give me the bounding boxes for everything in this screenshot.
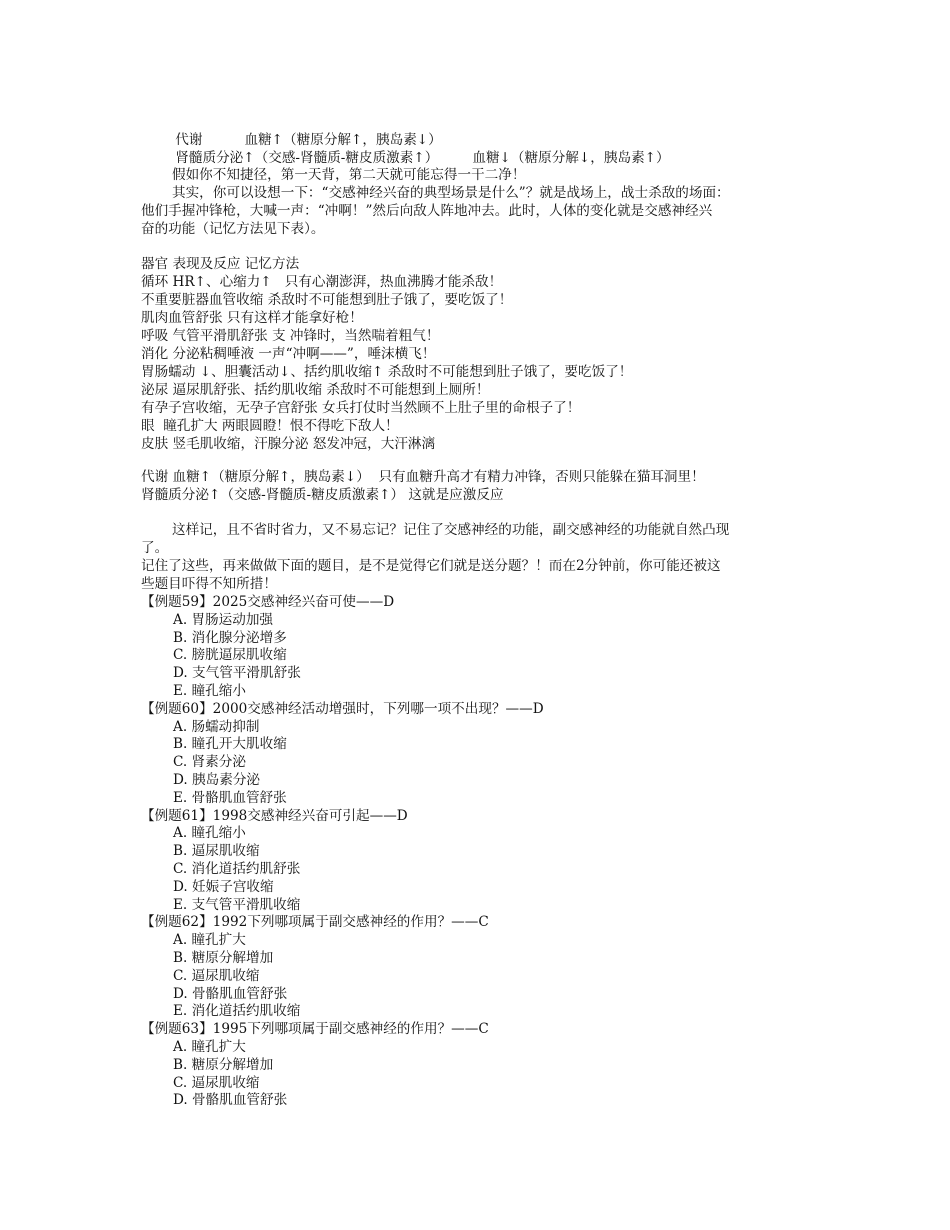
table-row: 有孕子宫收缩，无孕子宫舒张 女兵打仗时当然顾不上肚子里的命根子了！ bbox=[141, 400, 581, 416]
question-option: A. 瞳孔扩大 bbox=[173, 932, 246, 948]
table-row: 肌肉血管舒张 只有这样才能拿好枪！ bbox=[141, 310, 363, 326]
top-row-1-label: 代谢 bbox=[175, 132, 203, 148]
question-option: B. 糖原分解增加 bbox=[173, 1057, 274, 1073]
question-title: 【例题61】1998交感神经兴奋可引起——D bbox=[141, 808, 408, 824]
question-option: E. 消化道括约肌收缩 bbox=[173, 1003, 301, 1019]
question-option: A. 胃肠运动加强 bbox=[173, 612, 274, 628]
summary-line-1: 这样记，且不省时省力，又不易忘记？记住了交感神经的功能，副交感神经的功能就自然凸现 bbox=[172, 522, 730, 538]
summary-line-2: 了。 bbox=[141, 540, 169, 556]
question-option: B. 逼尿肌收缩 bbox=[173, 843, 260, 859]
top-row-2-value: 血糖↓（糖原分解↓，胰岛素↑） bbox=[472, 150, 670, 166]
question-option: E. 骨骼肌血管舒张 bbox=[173, 790, 287, 806]
question-title: 【例题60】2000交感神经活动增强时，下列哪一项不出现？——D bbox=[141, 701, 544, 717]
question-title: 【例题62】1992下列哪项属于副交感神经的作用？——C bbox=[141, 914, 489, 930]
question-option: C. 逼尿肌收缩 bbox=[173, 968, 260, 984]
question-option: D. 妊娠子宫收缩 bbox=[173, 879, 274, 895]
intro-paragraph-2-line-3: 奋的功能（记忆方法见下表）。 bbox=[141, 221, 325, 237]
question-option: D. 胰岛素分泌 bbox=[173, 772, 261, 788]
question-option: D. 支气管平滑肌舒张 bbox=[173, 665, 301, 681]
summary-line-4: 些题目吓得不知所措！ bbox=[141, 576, 277, 592]
question-option: E. 瞳孔缩小 bbox=[173, 683, 246, 699]
question-option: B. 消化腺分泌增多 bbox=[173, 630, 287, 646]
question-option: A. 肠蠕动抑制 bbox=[173, 719, 260, 735]
table-metab-row-1: 代谢 血糖↑（糖原分解↑，胰岛素↓） 只有血糖升高才有精力冲锋，否则只能躲在猫耳洞里！ bbox=[141, 469, 705, 485]
question-option: A. 瞳孔扩大 bbox=[173, 1039, 246, 1055]
table-row: 眼 瞳孔扩大 两眼圆瞪！恨不得吃下敌人！ bbox=[141, 418, 399, 434]
question-title: 【例题63】1995下列哪项属于副交感神经的作用？——C bbox=[141, 1021, 489, 1037]
table-row: 呼吸 气管平滑肌舒张 支 冲锋时，当然喘着粗气！ bbox=[141, 328, 440, 344]
intro-paragraph-2-line-2: 他们手握冲锋枪，大喊一声：“冲啊！”然后向敌人阵地冲去。此时，人体的变化就是交感神经兴 bbox=[141, 203, 713, 219]
question-option: C. 肾素分泌 bbox=[173, 754, 246, 770]
question-option: A. 瞳孔缩小 bbox=[173, 825, 246, 841]
question-option: B. 糖原分解增加 bbox=[173, 950, 274, 966]
question-option: B. 瞳孔开大肌收缩 bbox=[173, 736, 287, 752]
top-row-1-value: 血糖↑（糖原分解↑，胰岛素↓） bbox=[244, 132, 442, 148]
question-option: D. 骨骼肌血管舒张 bbox=[173, 1092, 288, 1108]
question-option: D. 骨骼肌血管舒张 bbox=[173, 986, 288, 1002]
question-title: 【例题59】2025交感神经兴奋可使——D bbox=[141, 594, 395, 610]
intro-paragraph-1: 假如你不知捷径，第一天背，第二天就可能忘得一干二净！ bbox=[172, 167, 526, 183]
table-row: 循环 HR↑、心缩力↑ 只有心潮澎湃，热血沸腾才能杀敌！ bbox=[141, 274, 503, 290]
question-option: C. 逼尿肌收缩 bbox=[173, 1075, 260, 1091]
table-row: 泌尿 逼尿肌舒张、括约肌收缩 杀敌时不可能想到上厕所！ bbox=[141, 382, 490, 398]
table-row: 胃肠蠕动 ↓、胆囊活动↓、括约肌收缩↑ 杀敌时不可能想到肚子饿了，要吃饭了！ bbox=[141, 364, 633, 380]
question-option: E. 支气管平滑肌收缩 bbox=[173, 897, 301, 913]
top-row-2-label: 肾髓质分泌↑（交感-肾髓质-糖皮质激素↑） bbox=[175, 150, 439, 166]
summary-line-3: 记住了这些，再来做做下面的题目，是不是觉得它们就是送分题？！而在2分钟前，你可能还被这 bbox=[141, 558, 721, 574]
intro-paragraph-2-line-1: 其实，你可以设想一下：“交感神经兴奋的典型场景是什么”？就是战场上，战士杀敌的场面： bbox=[172, 185, 730, 201]
table-row: 不重要脏器血管收缩 杀敌时不可能想到肚子饿了，要吃饭了！ bbox=[141, 292, 513, 308]
question-option: C. 膀胱逼尿肌收缩 bbox=[173, 647, 287, 663]
question-option: C. 消化道括约肌舒张 bbox=[173, 861, 301, 877]
table-row: 皮肤 竖毛肌收缩，汗腺分泌 怒发冲冠，大汗淋漓 bbox=[141, 436, 436, 452]
table-metab-row-2: 肾髓质分泌↑（交感-肾髓质-糖皮质激素↑） 这就是应激反应 bbox=[141, 487, 504, 503]
table-row: 消化 分泌粘稠唾液 一声“冲啊——”，唾沫横飞！ bbox=[141, 346, 436, 362]
table-header: 器官 表现及反应 记忆方法 bbox=[141, 256, 300, 272]
